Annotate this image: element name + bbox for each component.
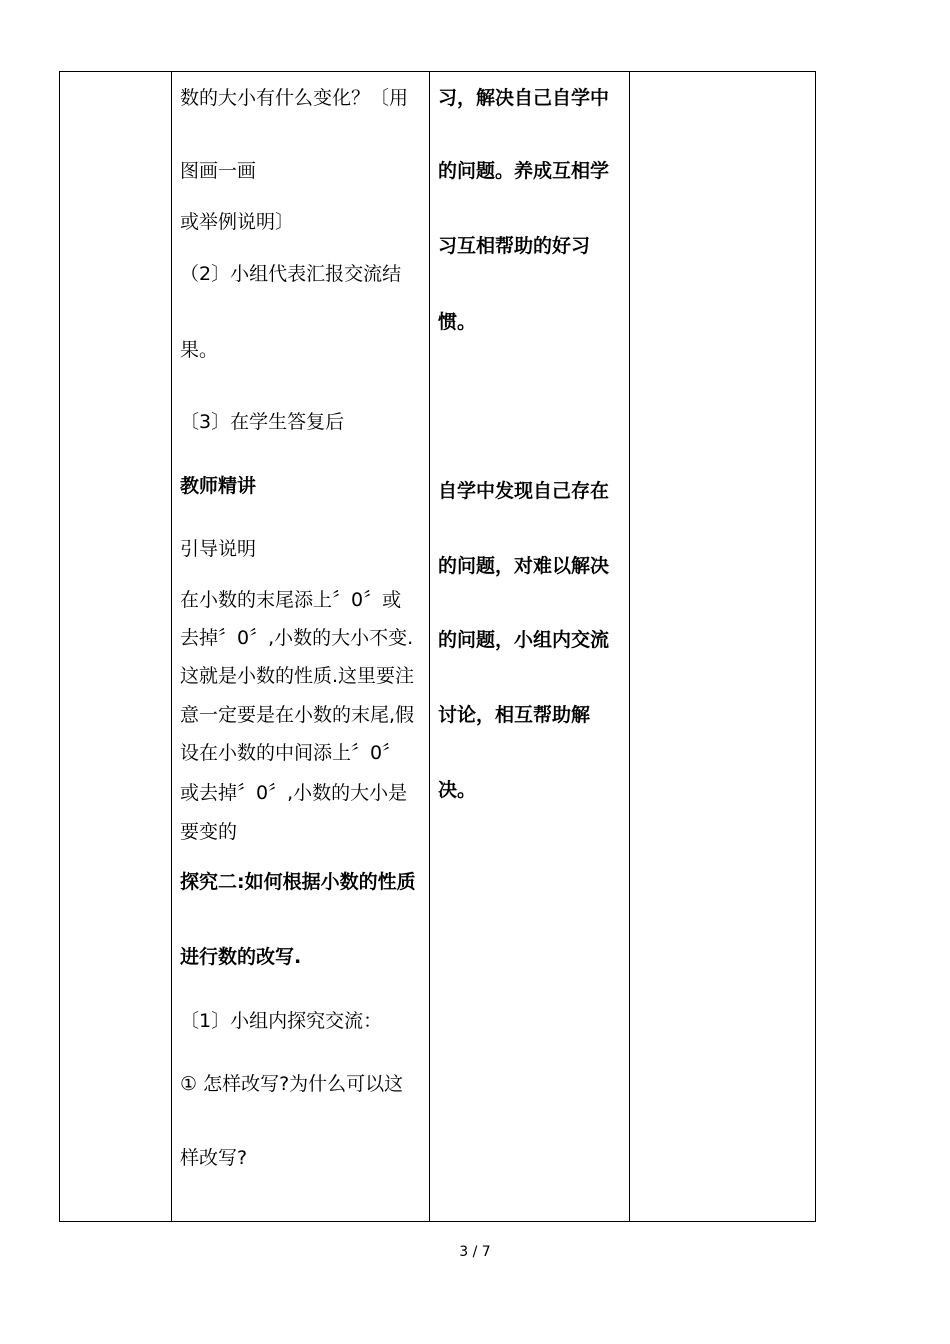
process-line-10: 去掉〞0〞,小数的大小不变.	[180, 627, 414, 649]
intent-line-9: 决。	[438, 779, 477, 801]
process-line-20: 样改写?	[180, 1147, 248, 1169]
process-line-15: 要变的	[180, 821, 238, 843]
process-line-13: 设在小数的中间添上〞0〞	[180, 742, 402, 764]
teacher-explanation-heading: 教师精讲	[180, 475, 257, 497]
page-number: 3 / 7	[459, 1244, 491, 1260]
process-line-19: ① 怎样改写?为什么可以这	[180, 1073, 404, 1095]
intent-line-2: 的问题。养成互相学	[438, 160, 610, 182]
process-line-3: 或举例说明〕	[180, 211, 295, 233]
process-line-6: 〔3〕在学生答复后	[180, 411, 345, 433]
explore-two-heading: 探究二:如何根据小数的性质	[180, 871, 416, 893]
process-line-12: 意一定要是在小数的末尾,假	[180, 704, 415, 726]
process-line-5: 果。	[180, 339, 219, 361]
process-line-11: 这就是小数的性质.这里要注	[180, 665, 415, 687]
intent-line-6: 的问题，对难以解决	[438, 555, 610, 577]
process-line-18: 〔1〕小组内探究交流：	[180, 1010, 383, 1032]
process-line-2: 图画一画	[180, 160, 257, 182]
process-line-1: 数的大小有什么变化？〔用	[180, 87, 409, 109]
column-divider-1	[171, 72, 172, 1221]
intent-line-8: 讨论，相互帮助解	[438, 704, 591, 726]
explore-two-heading-cont: 进行数的改写.	[180, 946, 302, 968]
process-line-14: 或去掉〞0〞,小数的大小是	[180, 782, 408, 804]
process-line-8: 引导说明	[180, 538, 257, 560]
intent-line-4: 惯。	[438, 311, 477, 333]
intent-line-5: 自学中发现自己存在	[438, 480, 610, 502]
intent-line-3: 习互相帮助的好习	[438, 235, 591, 257]
process-line-9: 在小数的末尾添上〞0〞或	[180, 589, 402, 611]
intent-line-1: 习，解决自己自学中	[438, 87, 610, 109]
column-divider-2	[429, 72, 430, 1221]
intent-line-7: 的问题，小组内交流	[438, 629, 610, 651]
column-divider-3	[629, 72, 630, 1221]
process-line-4: （2〕小组代表汇报交流结	[180, 263, 402, 285]
